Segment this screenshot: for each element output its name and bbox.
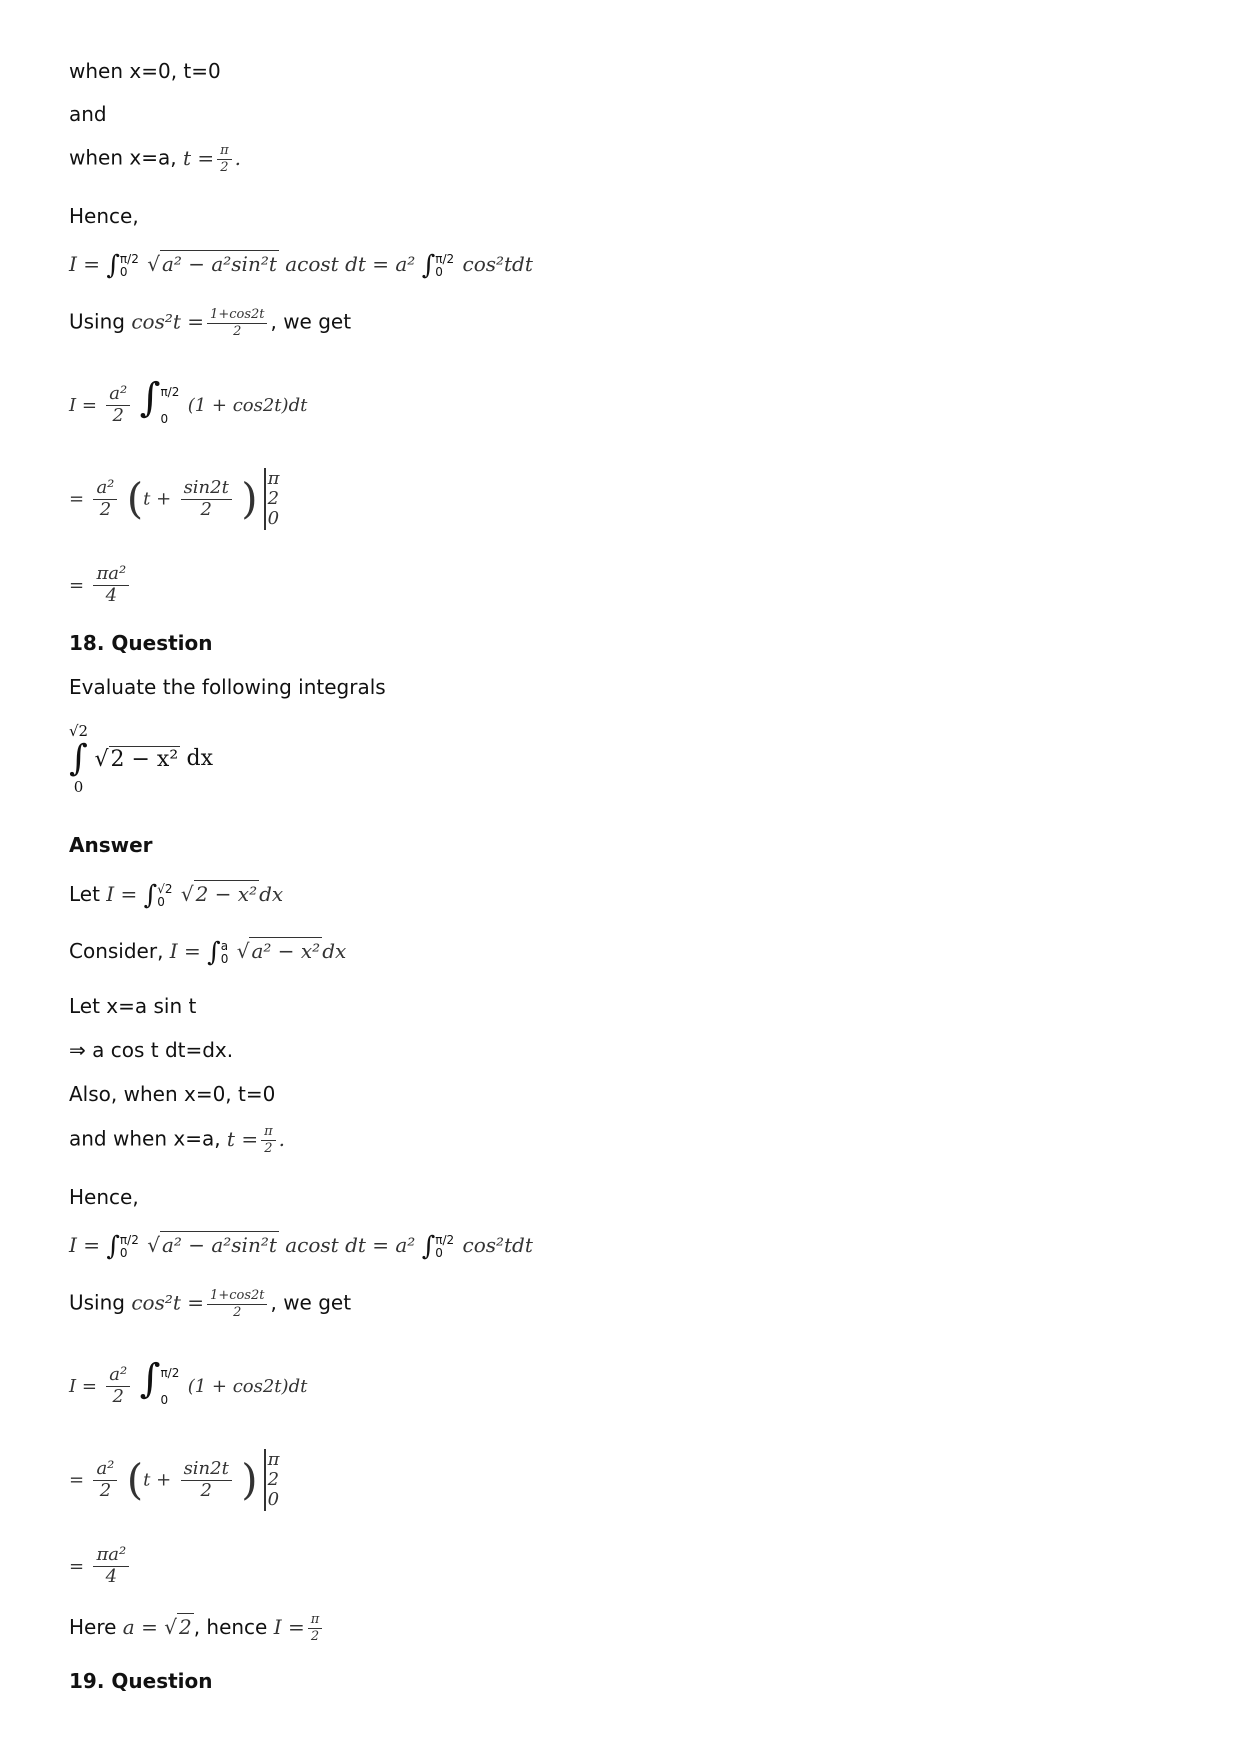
equation: = $\frac{\text{πa²}}{4}$ bbox=[69, 565, 132, 606]
text-line: when x=0, t=0 bbox=[69, 59, 221, 83]
text-line: ⇒ a cos t dt=dx. bbox=[69, 1038, 234, 1062]
text-line: and bbox=[69, 102, 107, 126]
text-line: Using cos²t = $\frac{1+\cos 2t}{2}$ , we get bbox=[69, 1288, 352, 1320]
answer-heading: Answer bbox=[69, 833, 153, 857]
text-line: Consider, I = ∫ a 0 √ a² − x² dx bbox=[69, 937, 347, 968]
equation: I = ∫ π/2 0 √ a² − a²sin²t acost dt = a² ∫ π/2 0 cos²tdt bbox=[69, 250, 533, 281]
equation: I = $\frac{\text{a²}}{2}$ ∫ π/2 0 (1 + cos2t)dt bbox=[69, 1356, 308, 1407]
equation: I = $\frac{\text{a²}}{2}$ ∫ π/2 0 (1 + cos2t)dt bbox=[69, 375, 308, 426]
text-line: when x=a, t = $\frac{\pi}{2}$ . bbox=[69, 143, 241, 175]
text-line: Let x=a sin t bbox=[69, 994, 197, 1018]
text-line: Using cos²t = $\frac{1+\cos 2t}{2}$ , we get bbox=[69, 307, 352, 339]
question-heading: 18. Question bbox=[69, 631, 213, 655]
equation: I = ∫ π/2 0 √ a² − a²sin²t acost dt = a² ∫ π/2 0 cos²tdt bbox=[69, 1231, 533, 1262]
equation: = $\frac{\text{a²}}{2}$ (t + $\frac{\sin 2t}{2}$ ) π 2 0 bbox=[69, 468, 280, 529]
equation: √2 ∫ 0 √ 2 − x² dx bbox=[69, 722, 214, 796]
text-line: Evaluate the following integrals bbox=[69, 675, 386, 699]
text-line: Here a = √ 2 , hence I = $\frac{\pi}{2}$ bbox=[69, 1613, 325, 1644]
text-line: Hence, bbox=[69, 204, 139, 228]
text-line: Hence, bbox=[69, 1185, 139, 1209]
equation: = $\frac{\text{πa²}}{4}$ bbox=[69, 1546, 132, 1587]
text-line: Let I = ∫ √2 0 √ 2 − x² dx bbox=[69, 880, 284, 911]
text-line: Also, when x=0, t=0 bbox=[69, 1082, 276, 1106]
text-line: and when x=a, t = $\frac{\pi}{2}$ . bbox=[69, 1124, 285, 1156]
equation: t = $\frac{\pi}{2}$ . bbox=[182, 143, 241, 175]
question-heading: 19. Question bbox=[69, 1669, 213, 1693]
equation: = $\frac{\text{a²}}{2}$ (t + $\frac{\sin 2t}{2}$ ) π 2 0 bbox=[69, 1449, 280, 1510]
